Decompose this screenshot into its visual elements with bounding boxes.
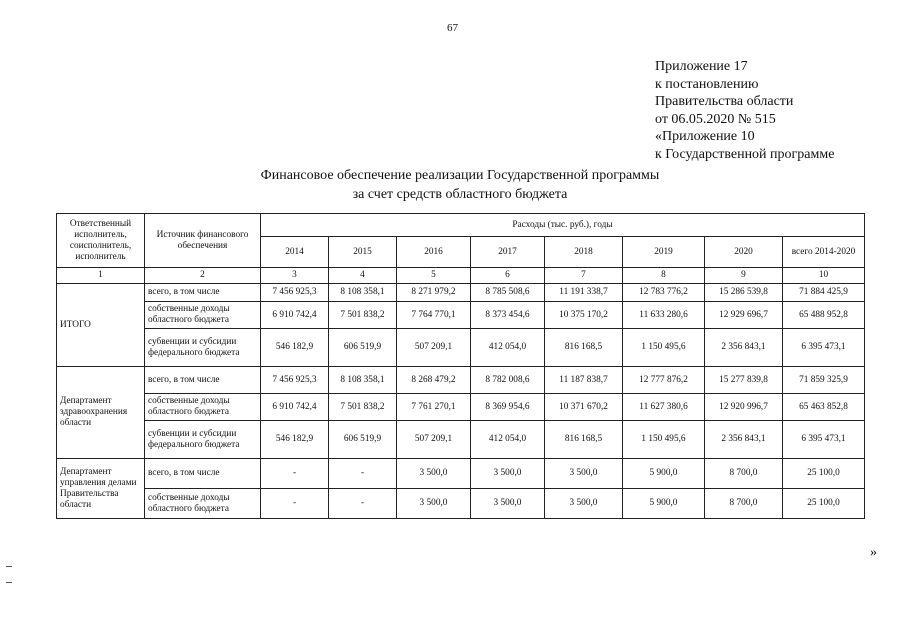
value-cell: 5 900,0 <box>623 489 705 519</box>
value-cell: 15 286 539,8 <box>705 284 783 302</box>
table-row <box>57 367 865 394</box>
value-cell: - <box>261 489 329 519</box>
value-cell: 71 859 325,9 <box>783 367 865 394</box>
appendix-line: от 06.05.2020 № 515 <box>655 111 776 127</box>
title-line: за счет средств областного бюджета <box>352 187 568 202</box>
header-executor: Ответственный исполнитель, соисполнитель, исполнитель <box>57 214 145 268</box>
value-cell: 8 268 479,2 <box>397 367 471 394</box>
value-cell: 1 150 495,6 <box>623 329 705 367</box>
value-cell: 8 700,0 <box>705 489 783 519</box>
value-cell: 8 782 008,6 <box>471 367 545 394</box>
value-cell: 3 500,0 <box>471 489 545 519</box>
value-cell: 11 191 338,7 <box>545 284 623 302</box>
value-cell: - <box>329 459 397 489</box>
table-row <box>57 284 865 302</box>
margin-mark <box>6 566 12 567</box>
value-cell: 507 209,1 <box>397 421 471 459</box>
executor-cell: Департамент здравоохранения области <box>57 367 145 459</box>
executor-cell: ИТОГО <box>57 284 145 367</box>
appendix-line: Приложение 17 <box>655 59 748 74</box>
value-cell: 546 182,9 <box>261 421 329 459</box>
value-cell: 546 182,9 <box>261 329 329 367</box>
value-cell: 10 375 170,2 <box>545 302 623 329</box>
value-cell: 412 054,0 <box>471 421 545 459</box>
source-cell: собственные доходы областного бюджета <box>145 302 261 329</box>
value-cell: 3 500,0 <box>397 459 471 489</box>
value-cell: 11 187 838,7 <box>545 367 623 394</box>
column-number: 8 <box>623 268 705 284</box>
value-cell: 10 371 670,2 <box>545 394 623 421</box>
value-cell: 3 500,0 <box>397 489 471 519</box>
value-cell: 65 488 952,8 <box>783 302 865 329</box>
value-cell: 7 764 770,1 <box>397 302 471 329</box>
value-cell: 7 456 925,3 <box>261 284 329 302</box>
value-cell: 606 519,9 <box>329 421 397 459</box>
value-cell: - <box>261 459 329 489</box>
value-cell: 8 700,0 <box>705 459 783 489</box>
table-row <box>57 421 865 459</box>
header-expenses: Расходы (тыс. руб.), годы <box>261 214 865 237</box>
value-cell: 507 209,1 <box>397 329 471 367</box>
value-cell: 7 501 838,2 <box>329 302 397 329</box>
appendix-reference <box>655 58 834 163</box>
value-cell: 15 277 839,8 <box>705 367 783 394</box>
value-cell: 7 456 925,3 <box>261 367 329 394</box>
source-cell: всего, в том числе <box>145 284 261 302</box>
title-line: Финансовое обеспечение реализации Государственной программы <box>260 168 660 183</box>
document-title <box>225 166 695 204</box>
value-cell: 8 108 358,1 <box>329 367 397 394</box>
value-cell: 12 920 996,7 <box>705 394 783 421</box>
financing-table <box>56 213 865 519</box>
column-number: 4 <box>329 268 397 284</box>
value-cell: 2 356 843,1 <box>705 421 783 459</box>
table-row <box>57 394 865 421</box>
header-year: 2020 <box>705 237 783 268</box>
column-number: 2 <box>145 268 261 284</box>
value-cell: 8 369 954,6 <box>471 394 545 421</box>
source-cell: собственные доходы областного бюджета <box>145 489 261 519</box>
value-cell: 412 054,0 <box>471 329 545 367</box>
column-number: 6 <box>471 268 545 284</box>
value-cell: 606 519,9 <box>329 329 397 367</box>
column-number: 5 <box>397 268 471 284</box>
appendix-line: к Государственной программе <box>655 146 835 162</box>
table-row <box>57 302 865 329</box>
appendix-line: к постановлению <box>655 76 759 92</box>
value-cell: 6 395 473,1 <box>783 421 865 459</box>
table-row <box>57 329 865 367</box>
value-cell: 6 910 742,4 <box>261 394 329 421</box>
source-cell: собственные доходы областного бюджета <box>145 394 261 421</box>
column-number: 7 <box>545 268 623 284</box>
value-cell: 7 761 270,1 <box>397 394 471 421</box>
column-number: 1 <box>57 268 145 284</box>
page-number: 67 <box>447 22 458 34</box>
appendix-line: Правительства области <box>655 94 794 109</box>
value-cell: 1 150 495,6 <box>623 421 705 459</box>
executor-cell: Департамент управления делами Правительства области <box>57 459 145 519</box>
column-number: 9 <box>705 268 783 284</box>
value-cell: 12 777 876,2 <box>623 367 705 394</box>
value-cell: 3 500,0 <box>545 459 623 489</box>
value-cell: 8 271 979,2 <box>397 284 471 302</box>
header-total: всего 2014-2020 <box>783 237 865 268</box>
value-cell: 2 356 843,1 <box>705 329 783 367</box>
closing-quote: » <box>870 545 877 560</box>
table-row <box>57 459 865 489</box>
header-year: 2015 <box>329 237 397 268</box>
value-cell: 816 168,5 <box>545 421 623 459</box>
source-cell: всего, в том числе <box>145 459 261 489</box>
value-cell: 11 633 280,6 <box>623 302 705 329</box>
header-year: 2014 <box>261 237 329 268</box>
value-cell: 7 501 838,2 <box>329 394 397 421</box>
value-cell: 8 785 508,6 <box>471 284 545 302</box>
appendix-line: «Приложение 10 <box>655 129 755 144</box>
column-number: 10 <box>783 268 865 284</box>
column-number: 3 <box>261 268 329 284</box>
value-cell: 3 500,0 <box>545 489 623 519</box>
value-cell: 6 910 742,4 <box>261 302 329 329</box>
margin-mark <box>6 582 12 583</box>
value-cell: 71 884 425,9 <box>783 284 865 302</box>
source-cell: субвенции и субсидии федерального бюджета <box>145 329 261 367</box>
header-source: Источник финансового обеспечения <box>145 214 261 268</box>
table-row <box>57 489 865 519</box>
value-cell: 5 900,0 <box>623 459 705 489</box>
value-cell: 11 627 380,6 <box>623 394 705 421</box>
value-cell: 8 373 454,6 <box>471 302 545 329</box>
header-year: 2017 <box>471 237 545 268</box>
value-cell: 12 929 696,7 <box>705 302 783 329</box>
value-cell: 25 100,0 <box>783 459 865 489</box>
value-cell: 816 168,5 <box>545 329 623 367</box>
value-cell: 8 108 358,1 <box>329 284 397 302</box>
value-cell: 6 395 473,1 <box>783 329 865 367</box>
value-cell: 3 500,0 <box>471 459 545 489</box>
value-cell: 65 463 852,8 <box>783 394 865 421</box>
header-year: 2018 <box>545 237 623 268</box>
header-year: 2019 <box>623 237 705 268</box>
header-year: 2016 <box>397 237 471 268</box>
value-cell: 25 100,0 <box>783 489 865 519</box>
value-cell: - <box>329 489 397 519</box>
source-cell: субвенции и субсидии федерального бюджета <box>145 421 261 459</box>
value-cell: 12 783 776,2 <box>623 284 705 302</box>
source-cell: всего, в том числе <box>145 367 261 394</box>
